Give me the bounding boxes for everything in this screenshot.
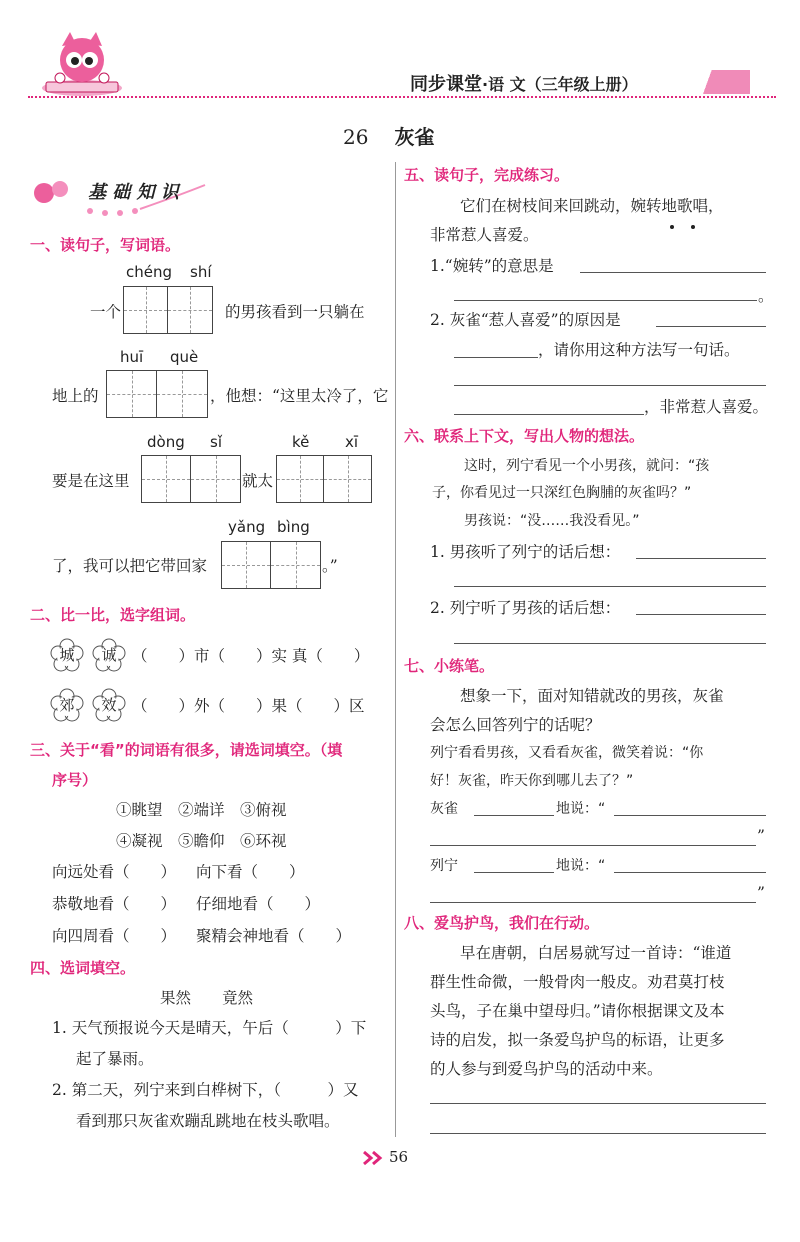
grid-cell[interactable] bbox=[124, 287, 168, 333]
s3-row2b: 仔细地看（ ） bbox=[196, 895, 321, 913]
s3-row3b: 聚精会神地看（ ） bbox=[196, 927, 352, 945]
s1-line4-suffix: 。” bbox=[322, 557, 338, 575]
s8-answer-line-2[interactable] bbox=[430, 1133, 766, 1134]
s6-q2-answer-line[interactable] bbox=[636, 614, 766, 615]
s5-q1-answer-line[interactable] bbox=[580, 272, 766, 273]
basic-knowledge-title: 基 础 知 识 bbox=[88, 182, 179, 203]
answer-grid-dongsi[interactable] bbox=[141, 455, 241, 503]
s7-dialog-2-answer-line[interactable] bbox=[614, 872, 766, 873]
s1-line3-mid: 就太 bbox=[242, 472, 274, 490]
flower-char-jiao bbox=[50, 688, 84, 722]
s7-dialog-1-says: 地说：“ bbox=[556, 801, 606, 817]
series-title: 同步课堂 bbox=[410, 74, 482, 95]
char-chengxin: 诚 bbox=[101, 646, 117, 664]
s5-q1-answer-line-2[interactable] bbox=[454, 300, 757, 301]
s4-q1a: 1. 天气预报说今天是晴天，午后（ ）下 bbox=[52, 1019, 367, 1037]
section-3-title-cont: 序号） bbox=[52, 771, 98, 789]
s7-passage-4: 好！灰雀，昨天你到哪儿去了？” bbox=[430, 773, 634, 789]
s6-q1-answer-line[interactable] bbox=[636, 558, 766, 559]
s8-passage-5: 的人参与到爱鸟护鸟的活动中来。 bbox=[430, 1060, 663, 1078]
s7-dialog-2-close: ” bbox=[757, 884, 765, 902]
s3-row2a: 恭敬地看（ ） bbox=[52, 895, 177, 913]
s1-line2-prefix: 地上的 bbox=[52, 387, 99, 405]
grid-cell[interactable] bbox=[142, 456, 191, 502]
grid-cell[interactable] bbox=[277, 456, 324, 502]
s7-passage-2: 会怎么回答列宁的话呢？ bbox=[430, 716, 601, 734]
s2-row2: （ ）外（ ）果（ ）区 bbox=[132, 697, 365, 715]
s5-passage-2: 非常惹人喜爱。 bbox=[430, 226, 539, 244]
grid-cell[interactable] bbox=[157, 371, 207, 417]
section-1-title: 一、读句子，写词语。 bbox=[30, 236, 181, 254]
s7-passage-1: 想象一下，面对知错就改的男孩，灰雀 bbox=[460, 687, 724, 705]
header-title bbox=[410, 70, 638, 96]
header-divider bbox=[28, 96, 776, 98]
pinyin-kexi-2: xī bbox=[345, 433, 359, 451]
s7-dialog-1-answer-line-2[interactable] bbox=[430, 845, 756, 846]
grid-cell[interactable] bbox=[222, 542, 271, 588]
char-jiao: 郊 bbox=[59, 696, 75, 714]
section-8-title: 八、爱鸟护鸟，我们在行动。 bbox=[404, 914, 600, 932]
answer-grid-huique[interactable] bbox=[106, 370, 208, 418]
s7-dialog-1-answer-line[interactable] bbox=[614, 815, 766, 816]
s5-q2: 2. 灰雀“惹人喜爱”的原因是 bbox=[430, 311, 621, 329]
s6-q1: 1. 男孩听了列宁的话后想： bbox=[430, 543, 621, 561]
s3-row1b: 向下看（ ） bbox=[196, 863, 305, 881]
s5-passage-1: 它们在树枝间来回跳动，婉转地歌唱， bbox=[460, 197, 724, 215]
mascot-logo bbox=[40, 30, 130, 100]
s6-passage-3: 男孩说：“没……我没看见。” bbox=[464, 513, 640, 529]
flower-char-cheng bbox=[50, 638, 84, 672]
s6-q1-answer-line-2[interactable] bbox=[454, 586, 766, 587]
s3-options-2: ④凝视 ⑤瞻仰 ⑥环视 bbox=[116, 832, 287, 850]
pinyin-huique-1: huī bbox=[120, 348, 144, 366]
s1-line2-suffix: ，他想：“这里太冷了，它 bbox=[210, 387, 389, 405]
answer-grid-yangbing[interactable] bbox=[221, 541, 321, 589]
section-4-title: 四、选词填空。 bbox=[30, 959, 136, 977]
s7-dialog-2-answer-line-2[interactable] bbox=[430, 902, 756, 903]
section-6-title: 六、联系上下文，写出人物的想法。 bbox=[404, 427, 645, 445]
emphasis-dots bbox=[665, 215, 705, 221]
s1-line3-prefix: 要是在这里 bbox=[52, 472, 130, 490]
s1-line1-prefix: 一个 bbox=[90, 303, 122, 321]
s7-dialog-2-says: 地说：“ bbox=[556, 858, 606, 874]
s3-row1a: 向远处看（ ） bbox=[52, 863, 177, 881]
grid-cell[interactable] bbox=[324, 456, 371, 502]
s4-q2a: 2. 第二天，列宁来到白桦树下，（ ）又 bbox=[52, 1081, 359, 1099]
s7-passage-3: 列宁看看男孩，又看看灰雀，微笑着说：“你 bbox=[430, 745, 704, 761]
s5-q1-end: 。 bbox=[758, 287, 774, 305]
section-3-title: 三、关于“看”的词语有很多，请选词填空。（填 bbox=[30, 741, 343, 759]
s4-q1b: 起了暴雨。 bbox=[76, 1050, 154, 1068]
s6-passage-2: 子，你看见过一只深红色胸脯的灰雀吗？” bbox=[432, 485, 692, 501]
s5-q2-answer-line-4[interactable] bbox=[454, 414, 644, 415]
pinyin-chengshi-2: shí bbox=[190, 263, 212, 281]
s5-q2-answer-line-3[interactable] bbox=[454, 385, 766, 386]
s8-passage-3: 头鸟，子在巢中望母归。”请你根据课文及本 bbox=[430, 1002, 725, 1020]
s7-dialog-1-adverb-line[interactable] bbox=[474, 815, 554, 816]
char-xiao: 效 bbox=[101, 696, 117, 714]
s5-q2b: ，请你用这种方法写一句话。 bbox=[538, 341, 740, 359]
page-number: 56 bbox=[389, 1148, 409, 1166]
flower-char-chengxin bbox=[92, 638, 126, 672]
s4-q2b: 看到那只灰雀欢蹦乱跳地在枝头歌唱。 bbox=[76, 1112, 340, 1130]
s4-words: 果然 竟然 bbox=[160, 989, 254, 1007]
s2-row1: （ ）市（ ）实 真（ ） bbox=[132, 647, 370, 665]
pinyin-yangbing-1: yǎng bbox=[228, 518, 266, 536]
pinyin-dongsi-1: dòng bbox=[147, 433, 185, 451]
section-7-title: 七、小练笔。 bbox=[404, 657, 495, 675]
pinyin-chengshi-1: chéng bbox=[126, 263, 173, 281]
s6-passage-1: 这时，列宁看见一个小男孩，就问：“孩 bbox=[464, 458, 710, 474]
s1-line1-suffix: 的男孩看到一只躺在 bbox=[225, 303, 365, 321]
s8-passage-2: 群生性命微，一般骨肉一般皮。劝君莫打枝 bbox=[430, 973, 725, 991]
char-cheng: 城 bbox=[59, 646, 75, 664]
pinyin-kexi-1: kě bbox=[292, 433, 310, 451]
pinyin-huique-2: què bbox=[170, 348, 199, 366]
s7-dialog-2-speaker: 列宁 bbox=[430, 858, 458, 874]
section-2-title: 二、比一比，选字组词。 bbox=[30, 606, 196, 624]
answer-grid-chengshi[interactable] bbox=[123, 286, 213, 334]
answer-grid-kexi[interactable] bbox=[276, 455, 372, 503]
s5-q2-answer-line[interactable] bbox=[656, 326, 766, 327]
grid-cell[interactable] bbox=[191, 456, 240, 502]
s3-options-1: ①眺望 ②端详 ③俯视 bbox=[116, 801, 287, 819]
column-divider bbox=[395, 162, 396, 1137]
s7-dialog-2-adverb-line[interactable] bbox=[474, 872, 554, 873]
lesson-name: 灰雀 bbox=[394, 125, 435, 149]
grid-cell[interactable] bbox=[168, 287, 212, 333]
pinyin-dongsi-2: sǐ bbox=[210, 433, 222, 451]
s6-q2: 2. 列宁听了男孩的话后想： bbox=[430, 599, 621, 617]
s5-q2-end: ，非常惹人喜爱。 bbox=[644, 398, 769, 416]
lesson-number: 26 bbox=[343, 125, 369, 149]
s7-dialog-1-close: ” bbox=[757, 827, 765, 845]
header-stripe bbox=[700, 70, 750, 94]
page-arrow-icon bbox=[362, 1150, 386, 1166]
grid-cell[interactable] bbox=[271, 542, 320, 588]
s8-passage-4: 诗的启发，拟一条爱鸟护鸟的标语，让更多 bbox=[430, 1031, 725, 1049]
s1-line4-prefix: 了，我可以把它带回家 bbox=[52, 557, 208, 575]
lesson-title bbox=[343, 121, 434, 150]
subject-title: ·语 文（三年级上册） bbox=[482, 75, 638, 94]
section-5-title: 五、读句子，完成练习。 bbox=[404, 166, 570, 184]
grid-cell[interactable] bbox=[107, 371, 157, 417]
s5-q2-answer-line-2[interactable] bbox=[454, 357, 538, 358]
pinyin-yangbing-2: bìng bbox=[277, 518, 310, 536]
s6-q2-answer-line-2[interactable] bbox=[454, 643, 766, 644]
s8-passage-1: 早在唐朝，白居易就写过一首诗：“谁道 bbox=[460, 944, 732, 962]
s3-row3a: 向四周看（ ） bbox=[52, 927, 177, 945]
s7-dialog-1-speaker: 灰雀 bbox=[430, 801, 458, 817]
s8-answer-line-1[interactable] bbox=[430, 1103, 766, 1104]
flower-char-xiao bbox=[92, 688, 126, 722]
s5-q1: 1.“婉转”的意思是 bbox=[430, 257, 554, 275]
